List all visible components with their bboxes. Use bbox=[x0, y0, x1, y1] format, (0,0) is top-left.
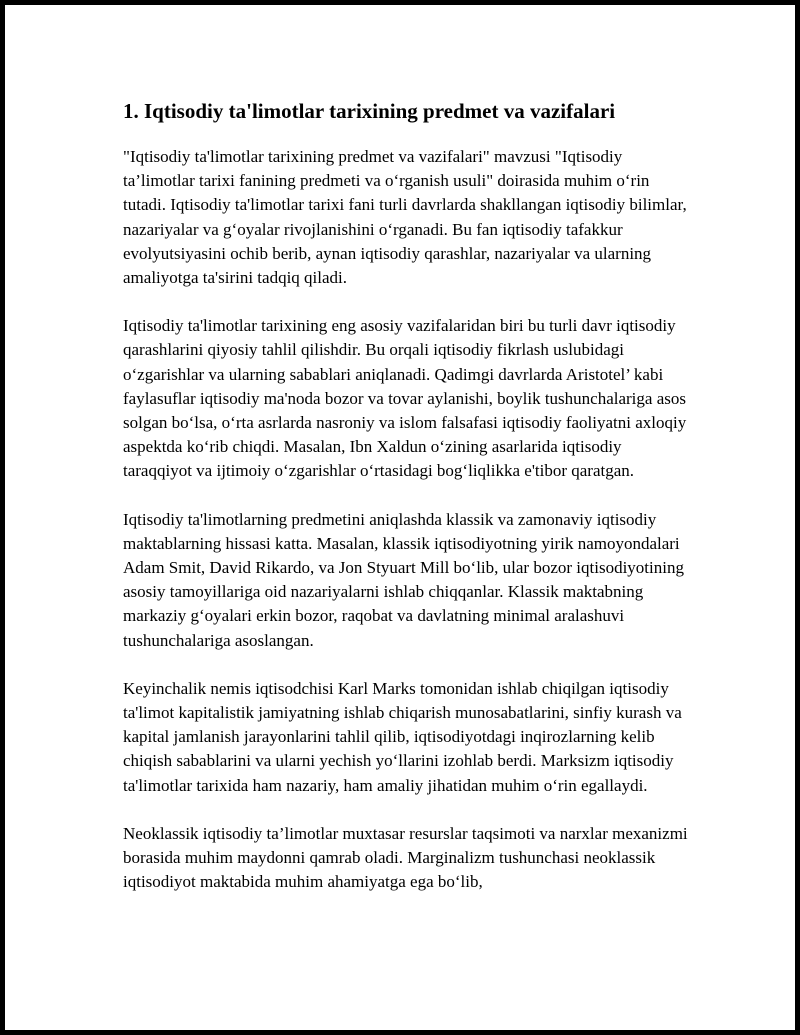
paragraph-4: Keyinchalik nemis iqtisodchisi Karl Marks tomonidan ishlab chiqilgan iqtisodiy ta'limot kapitalistik jamiyatning ishlab chiqarish munosabatlarini, sinfiy kurash va kapital jamlanish jarayonlarini tahlil qilib, iqtisodiyotdagi inqirozlarning kelib chiqish sabablarini va ularni yechish yo‘llarini izohlab berdi. Marksizm iqtisodiy ta'limotlar tarixida ham nazariy, ham amaliy jihatidan muhim o‘rin egallaydi. bbox=[123, 678, 682, 795]
paragraph-5: Neoklassik iqtisodiy ta’limotlar muxtasar resurslar taqsimoti va narxlar mexanizmi borasida muhim maydonni qamrab oladi. Marginalizm tushunchasi neoklassik iqtisodiyot maktabida muhim ahamiyatga ega bo‘lib, bbox=[123, 823, 688, 892]
paragraph-2: Iqtisodiy ta'limotlar tarixining eng asosiy vazifalaridan biri bu turli davr iqtisodiy qarashlarini qiyosiy tahlil qilishdir. Bu orqali iqtisodiy fikrlash uslubidagi o‘zgarishlar va ularning sabablari aniqlanadi. Qadimgi davrlarda Aristotel’ kabi faylasuflar iqtisodiy ma'noda bozor va tovar aylanishi, boylik tushunchalariga asos solgan bo‘lsa, o‘rta asrlarda nasroniy va islom falsafasi iqtisodiy faoliyatni axloqiy aspektda ko‘rib chiqdi. Masalan, Ibn Xaldun o‘zining asarlarida iqtisodiy taraqqiyot va ijtimoiy o‘zgarishlar o‘rtasidagi bog‘liqlikka e'tibor qaratgan. bbox=[123, 316, 687, 481]
paragraph-1: "Iqtisodiy ta'limotlar tarixining predmet va vazifalari" mavzusi "Iqtisodiy ta’limotlar tarixi fanining predmeti va o‘rganish usuli" doirasida muhim o‘rin tutadi. Iqtisodiy ta'limotlar tarixi fani turli davrlarda shakllangan iqtisodiy bilimlar, nazariyalar va g‘oyalar rivojlanishini o‘rganadi. Bu fan iqtisodiy tafakkur evolyutsiyasini ochib berib, aynan iqtisodiy qarashlar, nazariyalar va ularning amaliyotga ta'sirini tadqiq qiladi. bbox=[123, 147, 687, 288]
section-heading: 1. Iqtisodiy ta'limotlar tarixining predmet va vazifalari bbox=[123, 99, 616, 123]
document-body bbox=[123, 97, 689, 918]
paragraph-3: Iqtisodiy ta'limotlarning predmetini aniqlashda klassik va zamonaviy iqtisodiy maktablarning hissasi katta. Masalan, klassik iqtisodiyotning yirik namoyondalari Adam Smit, David Rikardo, va Jon Styuart Mill bo‘lib, ular bozor iqtisodiyotining asosiy tamoyillariga oid nazariyalarni ishlab chiqqanlar. Klassik maktabning markaziy g‘oyalari erkin bozor, raqobat va davlatning minimal aralashuvi tushunchalariga asoslangan. bbox=[123, 509, 684, 650]
